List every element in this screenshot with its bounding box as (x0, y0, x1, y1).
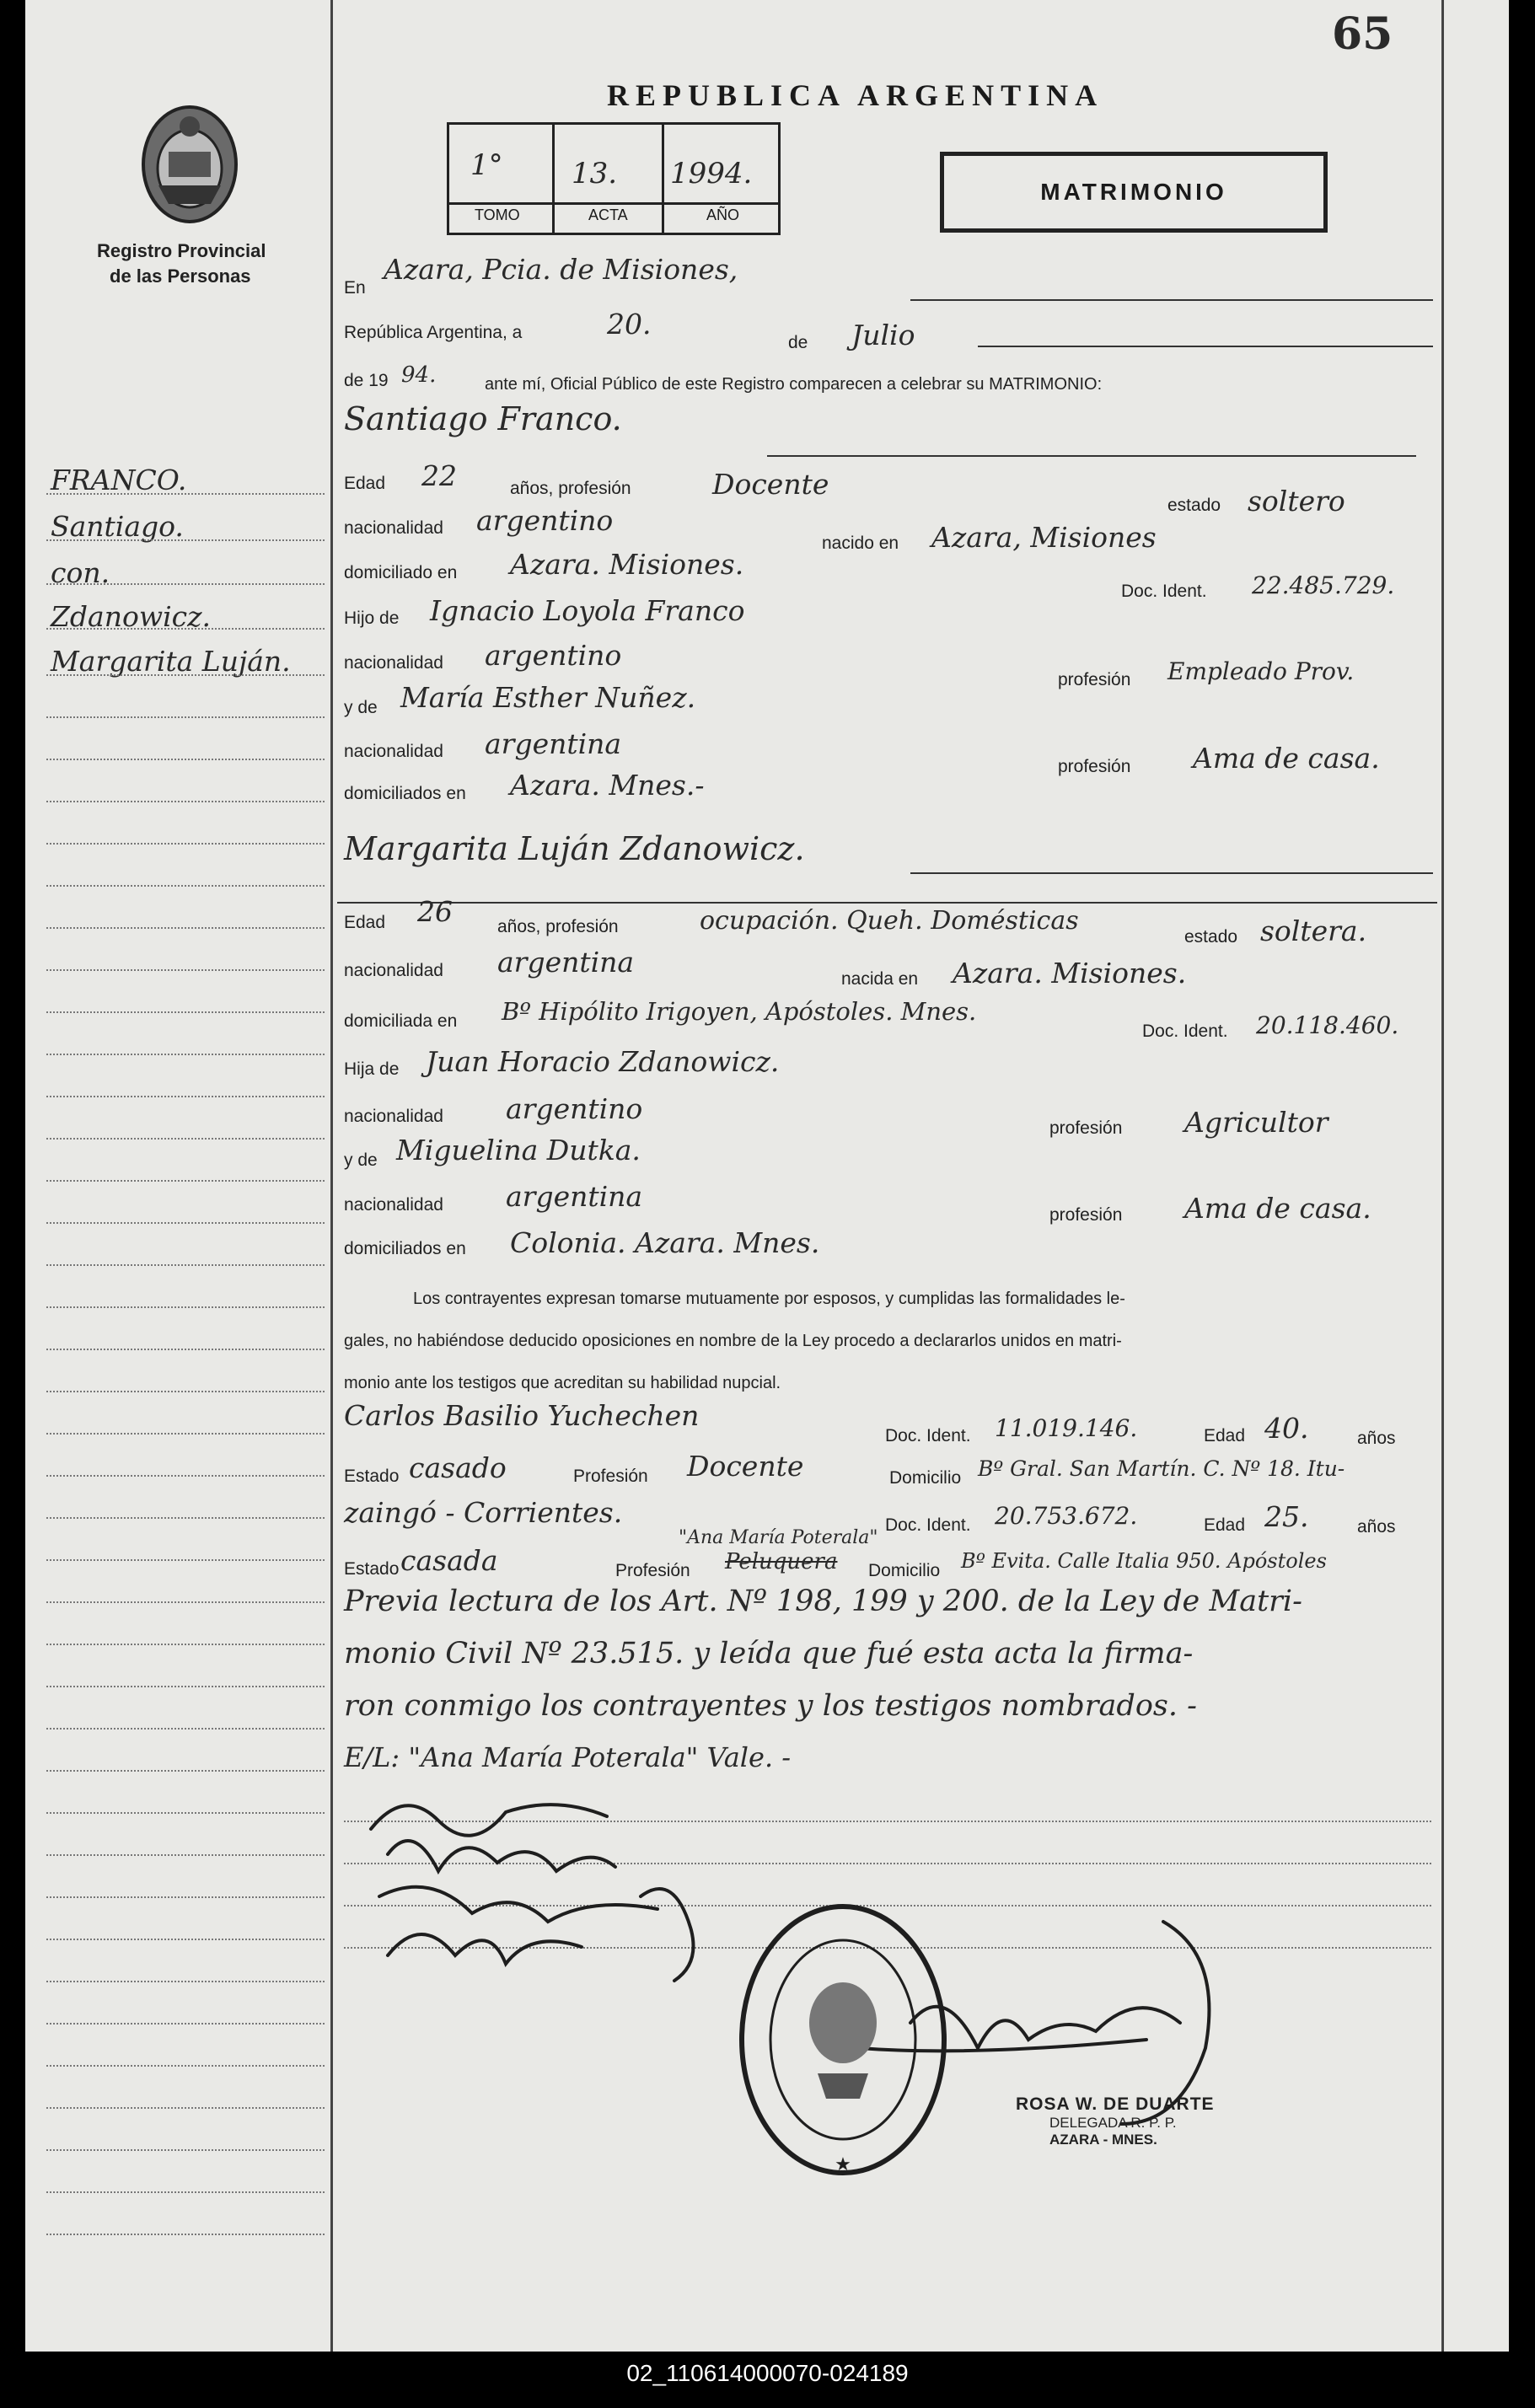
acta-label: ACTA (588, 206, 628, 223)
closing-line-4: E/L: "Ana María Poterala" Vale. - (344, 1741, 792, 1773)
groom-mother-profession: Ama de casa. (1193, 742, 1380, 775)
bride-estado-label: estado (1184, 927, 1238, 947)
bride-yde-label: y de (344, 1150, 378, 1170)
groom-father-nac-label: nacionalidad (344, 653, 443, 673)
ano-value: 1994. (670, 157, 753, 190)
witness2-doc: 20.753.672. (995, 1502, 1138, 1530)
month-value: Julio (851, 319, 915, 351)
witness1-address-cont: zaingó - Corrientes. (344, 1496, 623, 1529)
witness1-anos-label: años (1357, 1429, 1396, 1448)
groom-profession: Docente (712, 468, 829, 501)
bride-doc-label: Doc. Ident. (1142, 1022, 1228, 1041)
bride-profession: ocupación. Queh. Domésticas (700, 906, 1079, 936)
bride-father-nac-label: nacionalidad (344, 1107, 443, 1126)
right-edge-rule (1441, 0, 1444, 2352)
stamp-line-3: AZARA - MNES. (1049, 2132, 1157, 2148)
witness2-prof-label: Profesión (615, 1561, 690, 1580)
margin-rule (330, 0, 333, 2352)
witness2-age: 25. (1264, 1500, 1309, 1533)
record-type-box (940, 152, 1328, 233)
groom-father-nationality: argentino (485, 639, 622, 672)
bride-nationality: argentina (497, 946, 635, 979)
bride-father: Juan Horacio Zdanowicz. (426, 1045, 780, 1078)
witness1-name: Carlos Basilio Yuchechen (344, 1399, 700, 1432)
bride-father-profession: Agricultor (1184, 1106, 1328, 1139)
country-title: REPUBLICA ARGENTINA (607, 78, 1104, 112)
year-suffix: 94. (401, 362, 437, 388)
tomo-label: TOMO (475, 206, 520, 223)
groom-mother: María Esther Nuñez. (400, 681, 696, 714)
stamp-line-2: DELEGADA R. P. P. (1049, 2115, 1177, 2131)
margin-first-name: Santiago. (51, 510, 184, 543)
place-value: Azara, Pcia. de Misiones, (384, 253, 738, 286)
witness2-profession: Peluquera (725, 1549, 838, 1574)
groom-nac-label: nacionalidad (344, 518, 443, 538)
witness2-name-correction: "Ana María Poterala" (679, 1527, 878, 1548)
month-de-label: de (788, 333, 808, 352)
groom-nationality: argentino (476, 504, 614, 537)
witness2-anos-label: años (1357, 1517, 1396, 1537)
witness1-dom-label: Domicilio (889, 1468, 962, 1488)
officer-stamp (1016, 2094, 1215, 2148)
registry-seal-icon (733, 1896, 953, 2183)
groom-age: 22 (421, 459, 457, 492)
groom-birthplace: Azara, Misiones (931, 521, 1157, 554)
day-value: 20. (607, 308, 652, 341)
groom-father: Ignacio Loyola Franco (430, 594, 745, 627)
margin-first-name-2: Margarita Luján. (51, 645, 291, 678)
bride-born-label: nacida en (841, 969, 919, 989)
witness1-estado-label: Estado (344, 1467, 400, 1486)
groom-edad-label: Edad (344, 474, 386, 493)
bride-mother-nationality: argentina (506, 1180, 643, 1213)
seal-caption (742, 1888, 944, 1900)
groom-mother-nac-label: nacionalidad (344, 742, 443, 761)
groom-hijo-label: Hijo de (344, 609, 400, 628)
groom-yde-label: y de (344, 698, 378, 717)
closing-line-2: monio Civil Nº 23.515. y leída que fué esta acta la firma- (344, 1637, 1194, 1671)
witness2-edad-label: Edad (1204, 1515, 1246, 1535)
bride-mother: Miguelina Dutka. (396, 1134, 641, 1166)
witness1-age: 40. (1264, 1412, 1309, 1445)
registry-name-line1: Registro Provincial (97, 240, 266, 261)
groom-parents-dom-label: domiciliados en (344, 784, 466, 803)
bride-edad-label: Edad (344, 913, 386, 932)
bride-name: Margarita Luján Zdanowicz. (344, 830, 805, 867)
bride-nac-label: nacionalidad (344, 961, 443, 980)
bride-hija-label: Hija de (344, 1059, 400, 1079)
record-type: MATRIMONIO (1040, 179, 1227, 205)
record-page (25, 0, 1509, 2352)
tomo-value: 1° (470, 148, 503, 182)
bride-father-prof-label: profesión (1049, 1118, 1123, 1138)
groom-anos-label: años, profesión (510, 479, 631, 498)
bride-dom-label: domiciliada en (344, 1011, 458, 1031)
document-id: 02_110614000070-024189 (626, 2360, 909, 2386)
groom-father-prof-label: profesión (1058, 670, 1131, 689)
witness1-doc: 11.019.146. (995, 1414, 1138, 1442)
bride-mother-profession: Ama de casa. (1184, 1192, 1371, 1225)
margin-con: con. (51, 556, 110, 589)
svg-text:★: ★ (835, 2153, 851, 2175)
closing-line-1: Previa lectura de los Art. Nº 198, 199 y 200. de la Ley de Matri- (344, 1585, 1302, 1618)
groom-parents-address: Azara. Mnes.- (510, 769, 705, 802)
groom-doc: 22.485.729. (1252, 571, 1395, 599)
year-prefix: de 19 (344, 371, 389, 390)
republic-label: República Argentina, a (344, 323, 523, 342)
registry-name-line2: de las Personas (110, 265, 251, 287)
bride-parents-dom-label: domiciliados en (344, 1239, 466, 1258)
ano-label: AÑO (706, 206, 740, 223)
bride-parents-address: Colonia. Azara. Mnes. (510, 1226, 820, 1259)
groom-dom-label: domiciliado en (344, 563, 458, 582)
bride-address: Bº Hipólito Irigoyen, Apóstoles. Mnes. (502, 997, 977, 1026)
witness2-status: casada (400, 1544, 498, 1577)
witness1-address: Bº Gral. San Martín. C. Nº 18. Itu- (978, 1456, 1345, 1481)
stamp-line-1: ROSA W. DE DUARTE (1016, 2094, 1215, 2114)
bride-anos-label: años, profesión (497, 917, 619, 936)
groom-mother-nationality: argentina (485, 727, 622, 760)
witness1-status: casado (409, 1451, 507, 1484)
margin-surname-2: Zdanowicz. (51, 600, 212, 633)
acta-value: 13. (572, 157, 618, 190)
closing-line-3: ron conmigo los contrayentes y los testigos nombrados. - (344, 1689, 1197, 1723)
statement-line-3: monio ante los testigos que acreditan su habilidad nupcial. (344, 1374, 781, 1392)
bride-mother-prof-label: profesión (1049, 1205, 1123, 1225)
groom-status: soltero (1248, 485, 1345, 518)
witness2-address: Bº Evita. Calle Italia 950. Apóstoles (961, 1549, 1327, 1573)
bride-status: soltera. (1260, 914, 1367, 947)
witness2-estado-label: Estado (344, 1559, 400, 1579)
groom-born-label: nacido en (822, 534, 899, 553)
witness2-dom-label: Domicilio (868, 1561, 941, 1580)
witness1-edad-label: Edad (1204, 1426, 1246, 1445)
groom-doc-label: Doc. Ident. (1121, 582, 1207, 601)
bride-age: 26 (417, 895, 453, 928)
page-number: 65 (1332, 8, 1393, 60)
witness1-doc-label: Doc. Ident. (885, 1426, 971, 1445)
appearance-sentence: ante mí, Oficial Público de este Registro comparecen a celebrar su MATRIMONIO: (485, 375, 1103, 394)
statement-line-2: gales, no habiéndose deducido oposiciones en nombre de la Ley procedo a declararlos unidos en matri- (344, 1332, 1122, 1350)
en-label: En (344, 278, 366, 298)
bride-doc: 20.118.460. (1256, 1011, 1399, 1039)
groom-estado-label: estado (1167, 496, 1221, 515)
record-box (447, 122, 781, 235)
groom-mother-prof-label: profesión (1058, 757, 1131, 776)
bride-father-nationality: argentino (506, 1092, 643, 1125)
groom-address: Azara. Misiones. (510, 548, 744, 581)
witness2-doc-label: Doc. Ident. (885, 1515, 971, 1535)
provincial-emblem-icon (135, 101, 244, 228)
groom-father-profession: Empleado Prov. (1167, 657, 1355, 685)
groom-name: Santiago Franco. (344, 400, 622, 437)
bride-birthplace: Azara. Misiones. (953, 957, 1187, 989)
margin-surname: FRANCO. (51, 464, 187, 496)
witness1-profession: Docente (687, 1450, 804, 1483)
bride-mother-nac-label: nacionalidad (344, 1195, 443, 1215)
statement-line-1: Los contrayentes expresan tomarse mutuamente por esposos, y cumplidas las formalidades le- (413, 1290, 1125, 1308)
witness1-prof-label: Profesión (573, 1467, 648, 1486)
